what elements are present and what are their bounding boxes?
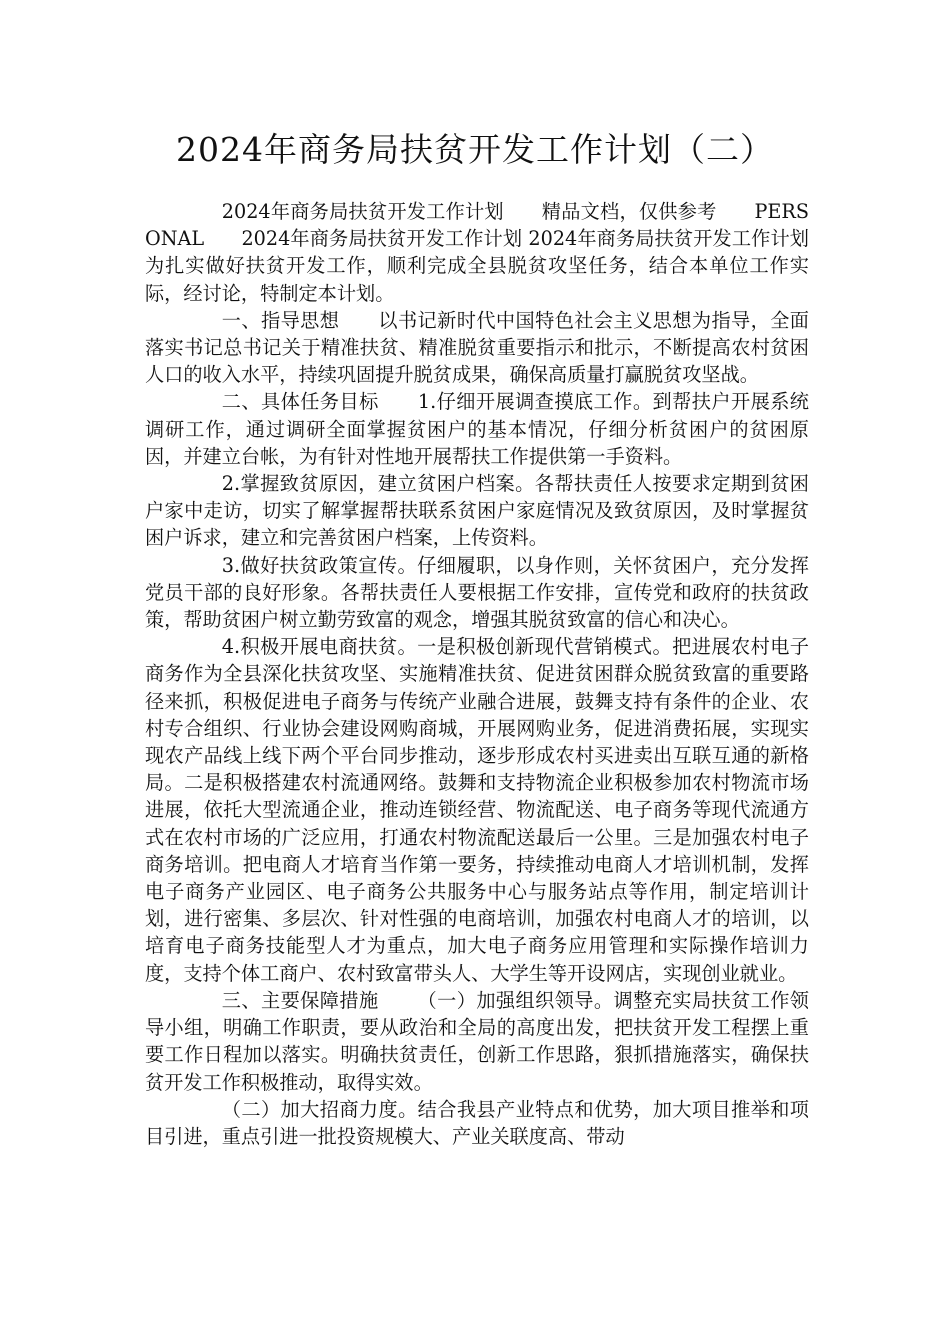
paragraph-intro: 2024年商务局扶贫开发工作计划 精品文档，仅供参考 PERSONAL 2024年商务局扶贫开发工作计划 2024年商务局扶贫开发工作计划 为扎实做好扶贫开发工作，顺利完成全县脱贫攻坚任务，结合本单位工作实际，经讨论，特制定本计划。 — [145, 200, 846, 305]
paragraph-task-2: 2.掌握致贫原因，建立贫困户档案。各帮扶责任人按要求定期到贫困户家中走访，切实了解掌握帮扶联系贫困户家庭情况及致贫原因，及时掌握贫困户诉求，建立和完善贫困户档案，上传资料。 — [145, 472, 809, 550]
document-title: 2024年商务局扶贫开发工作计划（二） — [176, 130, 774, 169]
paragraph-task-3: 3.做好扶贫政策宣传。仔细履职，以身作则，关怀贫困户，充分发挥党员干部的良好形象。各帮扶责任人要根据工作安排，宣传党和政府的扶贫政策，帮助贫困户树立勤劳致富的观念，增强其脱贫致富的信心和决心。 — [145, 553, 809, 632]
paragraph-guiding-thought: 一、指导思想 以书记新时代中国特色社会主义思想为指导，全面落实书记总书记关于精准扶贫、精准脱贫重要指示和批示，不断提高农村贫困人口的收入水平，持续巩固提升脱贫成果，确保高质量打赢脱贫攻坚战。 — [145, 308, 809, 387]
document-body — [145, 198, 846, 1150]
paragraph-task-1: 二、具体任务目标 1.仔细开展调查摸底工作。到帮扶户开展系统调研工作，通过调研全面掌握贫困户的基本情况，仔细分析贫困户的贫困原因，并建立台帐，为有针对性地开展帮扶工作提供第一手资料。 — [145, 390, 809, 468]
paragraph-measures-2: （二）加大招商力度。结合我县产业特点和优势，加大项目推举和项目引进，重点引进一批投资规模大、产业关联度高、带动 — [145, 1097, 809, 1148]
paragraph-task-4: 4.积极开展电商扶贫。一是积极创新现代营销模式。把进展农村电子商务作为全县深化扶贫攻坚、实施精准扶贫、促进贫困群众脱贫致富的重要路径来抓，积极促进电子商务与传统产业融合进展，鼓舞支持有条件的企业、农村专合组织、行业协会建设网购商城，开展网购业务，促进消费拓展，实现实现农产品线上线下两个平台同步推动，逐步形成农村买进卖出互联互通的新格局。二是积极搭建农村流通网络。鼓舞和支持物流企业积极参加农村物流市场进展，依托大型流通企业，推动连锁经营、物流配送、电子商务等现代流通方式在农村市场的广泛应用，打通农村物流配送最后一公里。三是加强农村电子商务培训。把电商人才培育当作第一要务，持续推动电商人才培训机制，发挥电子商务产业园区、电子商务公共服务中心与服务站点等作用，制定培训计划，进行密集、多层次、针对性强的电商培训，加强农村电商人才的培训，以培育电子商务技能型人才为重点，加大电子商务应用管理和实际操作培训力度，支持个体工商户、农村致富带头人、大学生等开设网店，实现创业就业。 — [145, 635, 809, 985]
paragraph-measures-1: 三、主要保障措施 （一）加强组织领导。调整充实局扶贫工作领导小组，明确工作职责，要从政治和全局的高度出发，把扶贫开发工程摆上重要工作日程加以落实。明确扶贫责任，创新工作思路，狠抓措施落实，确保扶贫开发工作积极推动，取得实效。 — [145, 988, 809, 1094]
